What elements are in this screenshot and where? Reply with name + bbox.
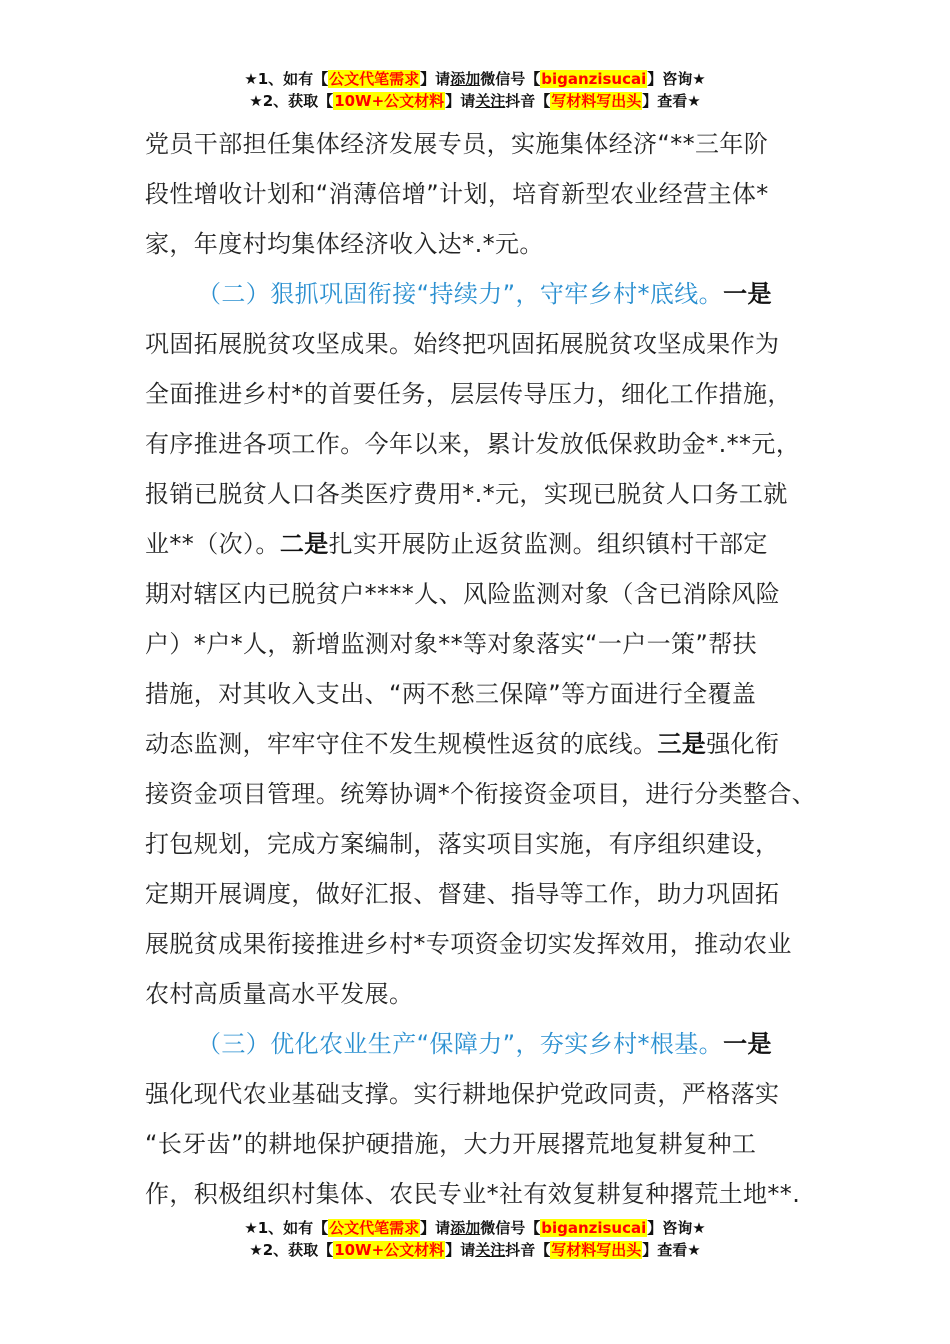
top-promo-banner [0, 68, 950, 112]
body-line: 户）*户*人，新增监测对象**等对象落实“一户一策”帮扶 [145, 630, 758, 658]
promo-text: 】查看★ [642, 92, 701, 110]
body-line: 报销已脱贫人口各类医疗费用*.*元，实现已脱贫人口务工就 [145, 480, 788, 508]
promo-text: 】请 [420, 70, 451, 88]
promo-text: 】请 [420, 1219, 451, 1237]
promo-underlined: 添加 [450, 1219, 481, 1237]
body-line: 全面推进乡村*的首要任务，层层传导压力，细化工作措施， [145, 380, 792, 408]
body-text: 动态监测，牢牢守住不发生规模性返贫的底线。 [145, 730, 658, 758]
promo-text: 】请 [445, 92, 476, 110]
section-heading-3 [145, 1019, 835, 1069]
body-text: 业**（次）。 [145, 530, 280, 558]
promo-highlight: biganzisucai [541, 70, 647, 88]
promo-underlined: 关注 [475, 1241, 506, 1259]
promo-highlight: 公文代笔需求 [329, 1219, 420, 1237]
section-heading-2 [145, 269, 835, 319]
bottom-promo-banner [0, 1217, 950, 1261]
promo-highlight: 写材料写出头 [551, 1241, 642, 1259]
body-line: 期对辖区内已脱贫户****人、风险监测对象（含已消除风险 [145, 580, 781, 608]
body-line: 展脱贫成果衔接推进乡村*专项资金切实发挥效用，推动农业 [145, 930, 792, 958]
promo-text: 微信号【 [480, 70, 541, 88]
body-line [145, 719, 835, 769]
promo-text: 抖音【 [505, 92, 551, 110]
promo-text: 】咨询★ [647, 1219, 706, 1237]
body-line: 有序推进各项工作。今年以来，累计发放低保救助金*.**元， [145, 430, 801, 458]
body-line: 农村高质量高水平发展。 [145, 980, 414, 1008]
promo-text: 抖音【 [505, 1241, 551, 1259]
point-marker: 一是 [723, 280, 772, 308]
promo-underlined: 关注 [475, 92, 506, 110]
body-line: 打包规划，完成方案编制，落实项目实施，有序组织建设， [145, 830, 780, 858]
promo-text: 】请 [445, 1241, 476, 1259]
promo-text: 微信号【 [480, 1219, 541, 1237]
promo-line-2 [0, 1239, 950, 1261]
point-marker: 三是 [657, 730, 707, 758]
body-text: 强化衔 [706, 730, 780, 758]
promo-text: ★2、获取【 [249, 1241, 334, 1259]
body-line: 巩固拓展脱贫攻坚成果。始终把巩固拓展脱贫攻坚成果作为 [145, 330, 780, 358]
promo-text: ★2、获取【 [249, 92, 334, 110]
point-marker: 一是 [723, 1030, 772, 1058]
body-line [145, 519, 835, 569]
point-marker: 二是 [279, 530, 329, 558]
body-text: 扎实开展防止返贫监测。组织镇村干部定 [328, 530, 768, 558]
promo-line-2 [0, 90, 950, 112]
body-line: 家，年度村均集体经济收入达*.*元。 [145, 230, 544, 258]
body-line: 党员干部担任集体经济发展专员，实施集体经济“**三年阶 [145, 130, 769, 158]
promo-highlight: 公文代笔需求 [329, 70, 420, 88]
body-line: 作，积极组织村集体、农民专业*社有效复耕复种撂荒土地**. [145, 1180, 801, 1208]
promo-text: 】咨询★ [647, 70, 706, 88]
promo-text: ★1、如有【 [244, 1219, 329, 1237]
promo-text: 】查看★ [642, 1241, 701, 1259]
body-line: 定期开展调度，做好汇报、督建、指导等工作，助力巩固拓 [145, 880, 780, 908]
body-line: “长牙齿”的耕地保护硬措施，大力开展撂荒地复耕复种工 [145, 1130, 757, 1158]
body-line: 措施，对其收入支出、“两不愁三保障”等方面进行全覆盖 [145, 680, 757, 708]
promo-underlined: 添加 [450, 70, 481, 88]
body-line: 接资金项目管理。统筹协调*个衔接资金项目，进行分类整合、 [145, 780, 817, 808]
section-title: （三）优化农业生产“保障力”，夯实乡村*根基。 [197, 1030, 724, 1058]
body-line: 强化现代农业基础支撑。实行耕地保护党政同责，严格落实 [145, 1080, 780, 1108]
promo-highlight: 10W+公文材料 [334, 92, 445, 110]
promo-highlight: biganzisucai [541, 1219, 647, 1237]
promo-highlight: 10W+公文材料 [334, 1241, 445, 1259]
document-body [145, 119, 835, 1219]
section-title: （二）狠抓巩固衔接“持续力”，守牢乡村*底线。 [197, 280, 724, 308]
promo-line-1 [0, 1217, 950, 1239]
promo-highlight: 写材料写出头 [551, 92, 642, 110]
body-line: 段性增收计划和“消薄倍增”计划，培育新型农业经营主体* [145, 180, 769, 208]
promo-line-1 [0, 68, 950, 90]
promo-text: ★1、如有【 [244, 70, 329, 88]
